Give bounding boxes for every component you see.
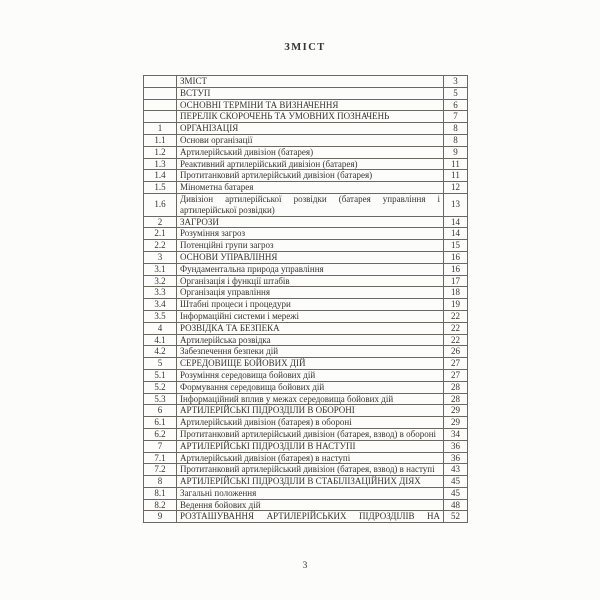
toc-row-title: Організація і функції штабів — [177, 275, 444, 287]
toc-row-section-number: 1.6 — [144, 193, 177, 216]
table-row — [144, 240, 468, 252]
toc-row-page-number: 45 — [444, 476, 468, 488]
table-row — [144, 310, 468, 322]
toc-row-page-number: 17 — [444, 275, 468, 287]
toc-row-title: Протитанковий артилерійський дивізіон (батарея, взвод) в обороні — [177, 428, 444, 440]
table-row — [144, 322, 468, 334]
toc-row-section-number — [144, 99, 177, 111]
toc-row-title: Потенційні групи загроз — [177, 240, 444, 252]
table-row — [144, 193, 468, 216]
toc-row-title: АРТИЛЕРІЙСЬКІ ПІДРОЗДІЛИ В ОБОРОНІ — [177, 405, 444, 417]
toc-row-page-number: 52 — [444, 511, 468, 523]
toc-row-section-number: 6 — [144, 405, 177, 417]
toc-row-page-number: 11 — [444, 170, 468, 182]
toc-row-section-number: 1.1 — [144, 134, 177, 146]
toc-row-section-number: 9 — [144, 511, 177, 523]
table-row — [144, 263, 468, 275]
table-row — [144, 440, 468, 452]
toc-row-page-number: 8 — [444, 123, 468, 135]
toc-row-page-number: 16 — [444, 263, 468, 275]
toc-row-section-number: 7.1 — [144, 452, 177, 464]
toc-row-title: Дивізіон артилерійської розвідки (батарея управління і артилерійської розвідки) — [177, 193, 444, 216]
toc-row-title: Реактивний артилерійський дивізіон (батарея) — [177, 158, 444, 170]
toc-row-title: СЕРЕДОВИЩЕ БОЙОВИХ ДІЙ — [177, 358, 444, 370]
toc-row-title: Розуміння загроз — [177, 228, 444, 240]
toc-row-section-number — [144, 111, 177, 123]
toc-row-section-number: 3.4 — [144, 299, 177, 311]
table-row — [144, 216, 468, 228]
toc-row-page-number: 43 — [444, 464, 468, 476]
toc-row-section-number: 3 — [144, 251, 177, 263]
toc-row-section-number: 2.1 — [144, 228, 177, 240]
toc-row-page-number: 19 — [444, 299, 468, 311]
toc-row-section-number: 1.2 — [144, 146, 177, 158]
toc-row-title: Забезпечення безпеки дій — [177, 346, 444, 358]
toc-row-title: ОСНОВИ УПРАВЛІННЯ — [177, 251, 444, 263]
toc-row-section-number: 1.5 — [144, 182, 177, 194]
toc-row-title: Протитанковий артилерійський дивізіон (батарея) — [177, 170, 444, 182]
toc-row-section-number: 2.2 — [144, 240, 177, 252]
toc-row-section-number: 4.1 — [144, 334, 177, 346]
table-row — [144, 275, 468, 287]
table-row — [144, 76, 468, 88]
toc-row-page-number: 27 — [444, 358, 468, 370]
toc-row-page-number: 6 — [444, 99, 468, 111]
toc-row-section-number: 1.3 — [144, 158, 177, 170]
toc-row-section-number: 3.1 — [144, 263, 177, 275]
toc-row-page-number: 36 — [444, 440, 468, 452]
toc-row-title: ПЕРЕЛІК СКОРОЧЕНЬ ТА УМОВНИХ ПОЗНАЧЕНЬ — [177, 111, 444, 123]
toc-row-title: РОЗВІДКА ТА БЕЗПЕКА — [177, 322, 444, 334]
toc-row-page-number: 7 — [444, 111, 468, 123]
toc-row-section-number: 5 — [144, 358, 177, 370]
toc-row-page-number: 28 — [444, 393, 468, 405]
toc-row-section-number: 1 — [144, 123, 177, 135]
page-number: 3 — [302, 561, 308, 571]
toc-row-title: Артилерійський дивізіон (батарея) — [177, 146, 444, 158]
table-row — [144, 405, 468, 417]
toc-row-section-number: 1.4 — [144, 170, 177, 182]
table-row — [144, 123, 468, 135]
table-row — [144, 158, 468, 170]
toc-row-title: Інформаційні системи і мережі — [177, 310, 444, 322]
toc-row-page-number: 34 — [444, 428, 468, 440]
toc-row-title: ОСНОВНІ ТЕРМІНИ ТА ВИЗНАЧЕННЯ — [177, 99, 444, 111]
table-row — [144, 499, 468, 511]
table-row — [144, 299, 468, 311]
toc-row-page-number: 16 — [444, 251, 468, 263]
table-row — [144, 511, 468, 523]
toc-row-title: Мінометна батарея — [177, 182, 444, 194]
table-row — [144, 170, 468, 182]
toc-row-page-number: 15 — [444, 240, 468, 252]
toc-row-section-number: 8.2 — [144, 499, 177, 511]
toc-row-page-number: 14 — [444, 216, 468, 228]
toc-row-title: Загальні положення — [177, 487, 444, 499]
toc-row-section-number: 7 — [144, 440, 177, 452]
toc-row-section-number — [144, 87, 177, 99]
table-row — [144, 476, 468, 488]
table-row — [144, 428, 468, 440]
table-row — [144, 452, 468, 464]
toc-row-title: РОЗТАШУВАННЯ АРТИЛЕРІЙСЬКИХ ПІДРОЗДІЛІВ НА — [177, 511, 444, 523]
toc-row-page-number: 22 — [444, 310, 468, 322]
table-row — [144, 111, 468, 123]
toc-row-title: АРТИЛЕРІЙСЬКІ ПІДРОЗДІЛИ В СТАБІЛІЗАЦІЙНИХ ДІЯХ — [177, 476, 444, 488]
table-row — [144, 393, 468, 405]
toc-row-section-number: 6.2 — [144, 428, 177, 440]
toc-row-page-number: 18 — [444, 287, 468, 299]
table-row — [144, 334, 468, 346]
toc-row-section-number: 3.5 — [144, 310, 177, 322]
table-row — [144, 182, 468, 194]
toc-row-section-number: 6.1 — [144, 417, 177, 429]
toc-row-section-number: 3.2 — [144, 275, 177, 287]
table-row — [144, 358, 468, 370]
table-row — [144, 87, 468, 99]
toc-row-title: ЗМІСТ — [177, 76, 444, 88]
toc-row-section-number: 3.3 — [144, 287, 177, 299]
toc-row-page-number: 22 — [444, 334, 468, 346]
toc-row-title: Розуміння середовища бойових дій — [177, 369, 444, 381]
toc-row-page-number: 14 — [444, 228, 468, 240]
toc-row-title: Фундаментальна природа управління — [177, 263, 444, 275]
table-row — [144, 251, 468, 263]
toc-row-section-number: 8.1 — [144, 487, 177, 499]
toc-row-page-number: 48 — [444, 499, 468, 511]
toc-row-section-number: 4 — [144, 322, 177, 334]
table-row — [144, 369, 468, 381]
toc-row-page-number: 22 — [444, 322, 468, 334]
table-row — [144, 346, 468, 358]
toc-row-title: АРТИЛЕРІЙСЬКІ ПІДРОЗДІЛИ В НАСТУПІ — [177, 440, 444, 452]
toc-row-page-number: 3 — [444, 76, 468, 88]
toc-row-page-number: 5 — [444, 87, 468, 99]
toc-row-page-number: 36 — [444, 452, 468, 464]
toc-row-section-number: 2 — [144, 216, 177, 228]
toc-row-title: Протитанковий артилерійський дивізіон (батарея, взвод) в наступі — [177, 464, 444, 476]
table-row — [144, 146, 468, 158]
toc-row-title: Інформаційний вплив у межах середовища бойових дій — [177, 393, 444, 405]
toc-row-title: ЗАГРОЗИ — [177, 216, 444, 228]
toc-row-title: Формування середовища бойових дій — [177, 381, 444, 393]
toc-row-title: Ведення бойових дій — [177, 499, 444, 511]
toc-row-page-number: 45 — [444, 487, 468, 499]
toc-row-title: ОРГАНІЗАЦІЯ — [177, 123, 444, 135]
toc-row-section-number: 8 — [144, 476, 177, 488]
table-row — [144, 99, 468, 111]
toc-row-page-number: 12 — [444, 182, 468, 194]
table-row — [144, 381, 468, 393]
table-row — [144, 487, 468, 499]
table-row — [144, 464, 468, 476]
toc-row-title: Артилерійський дивізіон (батарея) в обороні — [177, 417, 444, 429]
table-row — [144, 417, 468, 429]
table-row — [144, 134, 468, 146]
toc-row-section-number: 5.3 — [144, 393, 177, 405]
toc-row-page-number: 29 — [444, 405, 468, 417]
toc-row-title: Артилерійський дивізіон (батарея) в наступі — [177, 452, 444, 464]
toc-row-title: ВСТУП — [177, 87, 444, 99]
toc-row-title: Основи організації — [177, 134, 444, 146]
toc-row-page-number: 28 — [444, 381, 468, 393]
toc-row-section-number: 5.2 — [144, 381, 177, 393]
table-row — [144, 287, 468, 299]
toc-row-page-number: 13 — [444, 193, 468, 216]
toc-row-page-number: 9 — [444, 146, 468, 158]
toc-row-page-number: 11 — [444, 158, 468, 170]
toc-row-section-number: 5.1 — [144, 369, 177, 381]
toc-row-section-number: 7.2 — [144, 464, 177, 476]
toc-row-title: Організація управління — [177, 287, 444, 299]
toc-row-section-number — [144, 76, 177, 88]
page-title: ЗМІСТ — [284, 42, 326, 53]
toc-table — [143, 75, 468, 523]
toc-table-body — [144, 76, 468, 523]
table-row — [144, 228, 468, 240]
toc-row-page-number: 27 — [444, 369, 468, 381]
toc-row-title: Штабні процеси і процедури — [177, 299, 444, 311]
toc-row-page-number: 8 — [444, 134, 468, 146]
toc-row-page-number: 29 — [444, 417, 468, 429]
toc-row-title: Артилерійська розвідка — [177, 334, 444, 346]
toc-row-page-number: 26 — [444, 346, 468, 358]
toc-row-section-number: 4.2 — [144, 346, 177, 358]
